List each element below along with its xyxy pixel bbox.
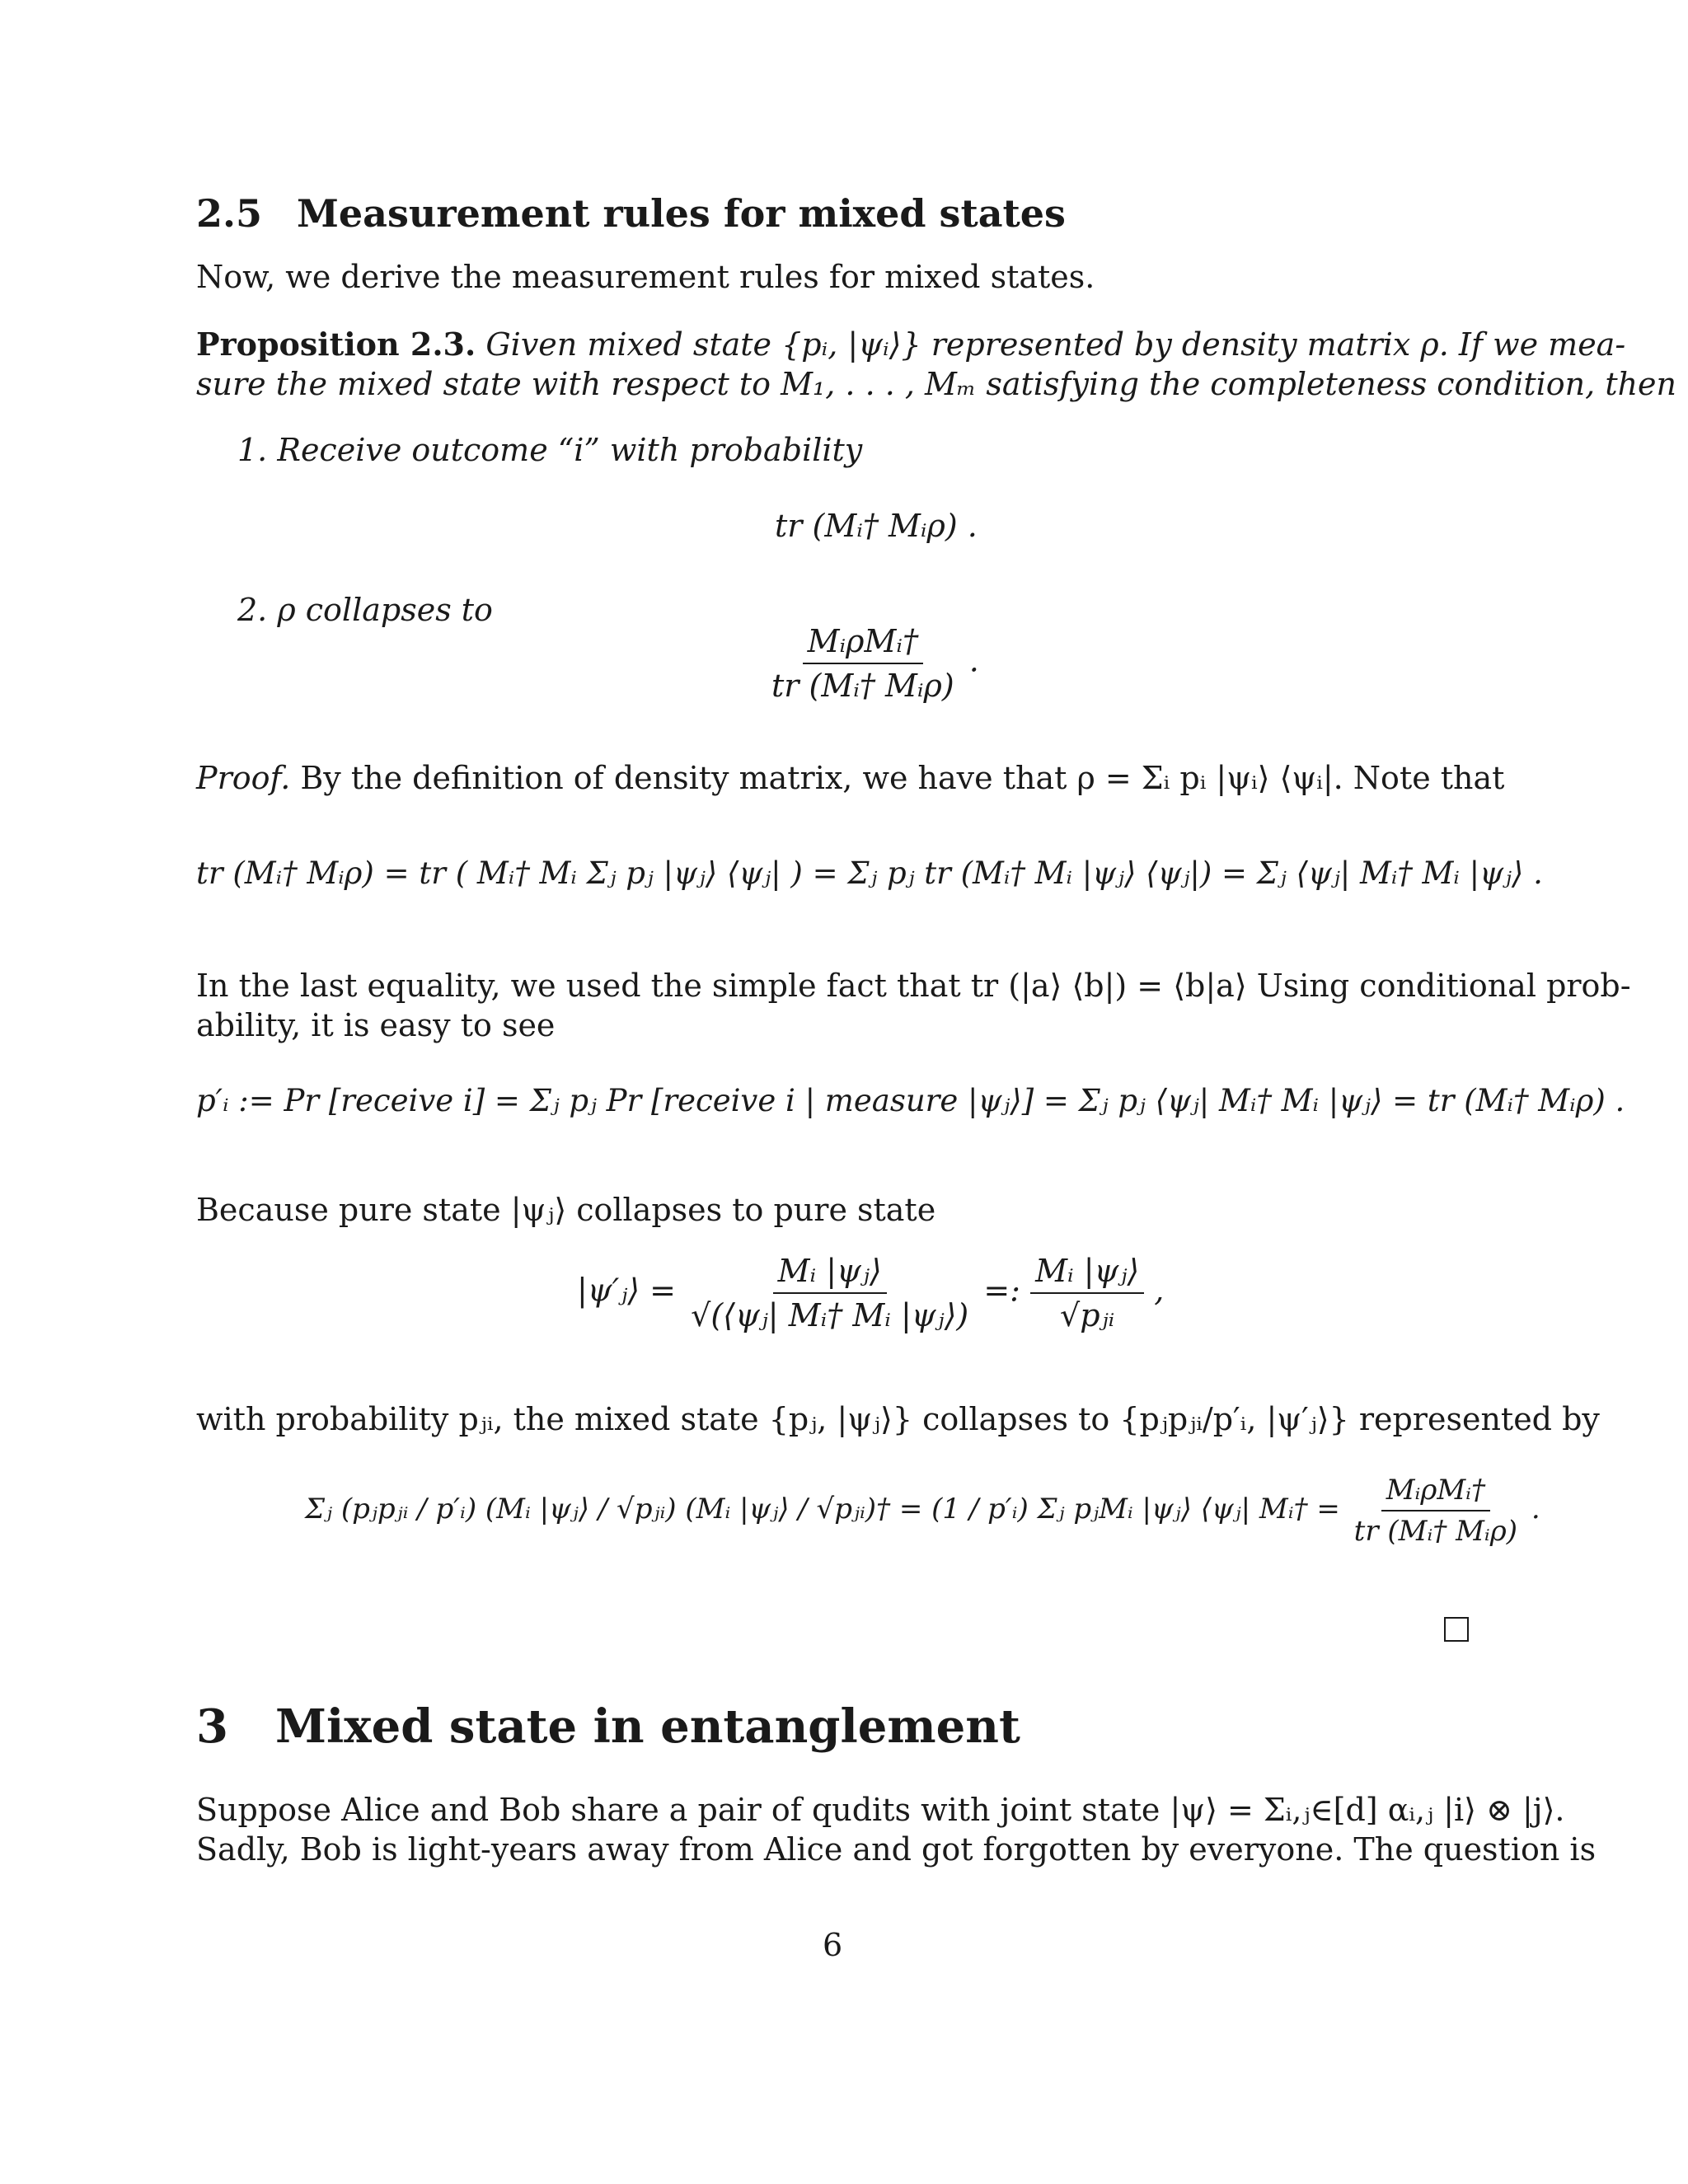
equation-punctuation: . [968, 642, 979, 679]
proof-line-5: with probability pⱼᵢ, the mixed state {pⱼ, |ψⱼ⟩} collapses to {pⱼpⱼᵢ/p′ᵢ, |ψ′ⱼ⟩} represented by [196, 1401, 1600, 1437]
section-3-title: Mixed state in entanglement [275, 1699, 1020, 1754]
collapse-defined-as: =: [983, 1272, 1020, 1309]
equation-conditional-probability: p′ᵢ := Pr [receive i] = Σⱼ pⱼ Pr [receive i | measure |ψⱼ⟩] = Σⱼ pⱼ ⟨ψⱼ| Mᵢ† Mᵢ |ψⱼ⟩ = tr (Mᵢ† Mᵢρ) . [196, 1083, 1625, 1118]
proposition-item-1: 1. Receive outcome “i” with probability [237, 432, 863, 468]
proposition-text-line2: sure the mixed state with respect to M₁, . . . , Mₘ satisfying the completeness condition, then [196, 366, 1677, 402]
collapse-lhs: |ψ′ⱼ⟩ = [577, 1272, 677, 1309]
proposition-label: Proposition 2.3. [196, 326, 476, 363]
fraction-denominator: tr (Mᵢ† Mᵢρ) [771, 668, 954, 704]
mixed-collapse-punctuation: . [1531, 1493, 1540, 1526]
proposition-item-2: 2. ρ collapses to [237, 592, 493, 628]
proof-line-3: ability, it is easy to see [196, 1007, 556, 1043]
section-3-line-1: Suppose Alice and Bob share a pair of qudits with joint state |ψ⟩ = Σᵢ,ⱼ∈[d] αᵢ,ⱼ |i⟩ ⊗ |j⟩. [196, 1792, 1565, 1828]
collapse-denominator-2: √pⱼᵢ [1060, 1297, 1115, 1333]
equation-pure-state-collapse [577, 1253, 1164, 1333]
equation-mixed-collapse [305, 1474, 1540, 1548]
fraction-numerator: MᵢρMᵢ† [803, 623, 923, 664]
proof-line-2: In the last equality, we used the simple fact that tr (|a⟩ ⟨b|) = ⟨b|a⟩ Using conditional prob- [196, 968, 1631, 1004]
collapse-punctuation: , [1154, 1272, 1165, 1309]
mixed-collapse-numerator: MᵢρMᵢ† [1381, 1474, 1490, 1511]
section-number: 2.5 [196, 191, 263, 236]
section-3-number: 3 [196, 1699, 228, 1754]
section-title: Measurement rules for mixed states [297, 191, 1066, 236]
equation-trace-expansion: tr (Mᵢ† Mᵢρ) = tr ( Mᵢ† Mᵢ Σⱼ pⱼ |ψⱼ⟩ ⟨ψⱼ| ) = Σⱼ pⱼ tr (Mᵢ† Mᵢ |ψⱼ⟩ ⟨ψⱼ|) = Σⱼ ⟨ψⱼ| Mᵢ† Mᵢ |ψⱼ⟩ . [196, 855, 1543, 891]
equation-probability: tr (Mᵢ† Mᵢρ) . [775, 508, 978, 544]
collapse-numerator-2: Mᵢ |ψⱼ⟩ [1030, 1253, 1144, 1294]
proposition-text-line1: Given mixed state {pᵢ, |ψᵢ⟩} represented by density matrix ρ. If we mea- [485, 326, 1626, 363]
mixed-collapse-expression: Σⱼ (pⱼpⱼᵢ / p′ᵢ) (Mᵢ |ψⱼ⟩ / √pⱼᵢ) (Mᵢ |ψⱼ⟩ / √pⱼᵢ)† = (1 / p′ᵢ) Σⱼ pⱼMᵢ |ψⱼ⟩ ⟨ψⱼ| Mᵢ† = [305, 1493, 1340, 1526]
collapse-numerator-1: Mᵢ |ψⱼ⟩ [773, 1253, 887, 1294]
qed-square-icon [1444, 1617, 1469, 1642]
proposition-block [196, 325, 1625, 364]
equation-collapse-fraction [767, 623, 979, 704]
proof-label: Proof. [196, 760, 291, 796]
proof-text: By the definition of density matrix, we have that ρ = Σᵢ pᵢ |ψᵢ⟩ ⟨ψᵢ|. Note that [300, 760, 1505, 796]
page-number: 6 [823, 1927, 843, 1963]
collapse-denominator-1: √(⟨ψⱼ| Mᵢ† Mᵢ |ψⱼ⟩) [691, 1297, 969, 1333]
section-3-line-2: Sadly, Bob is light-years away from Alice and got forgotten by everyone. The question is [196, 1831, 1597, 1868]
intro-paragraph: Now, we derive the measurement rules for mixed states. [196, 259, 1095, 295]
proof-line-1 [196, 758, 1504, 798]
mixed-collapse-denominator: tr (Mᵢ† Mᵢρ) [1353, 1515, 1518, 1548]
proof-line-4: Because pure state |ψⱼ⟩ collapses to pure state [196, 1192, 936, 1228]
